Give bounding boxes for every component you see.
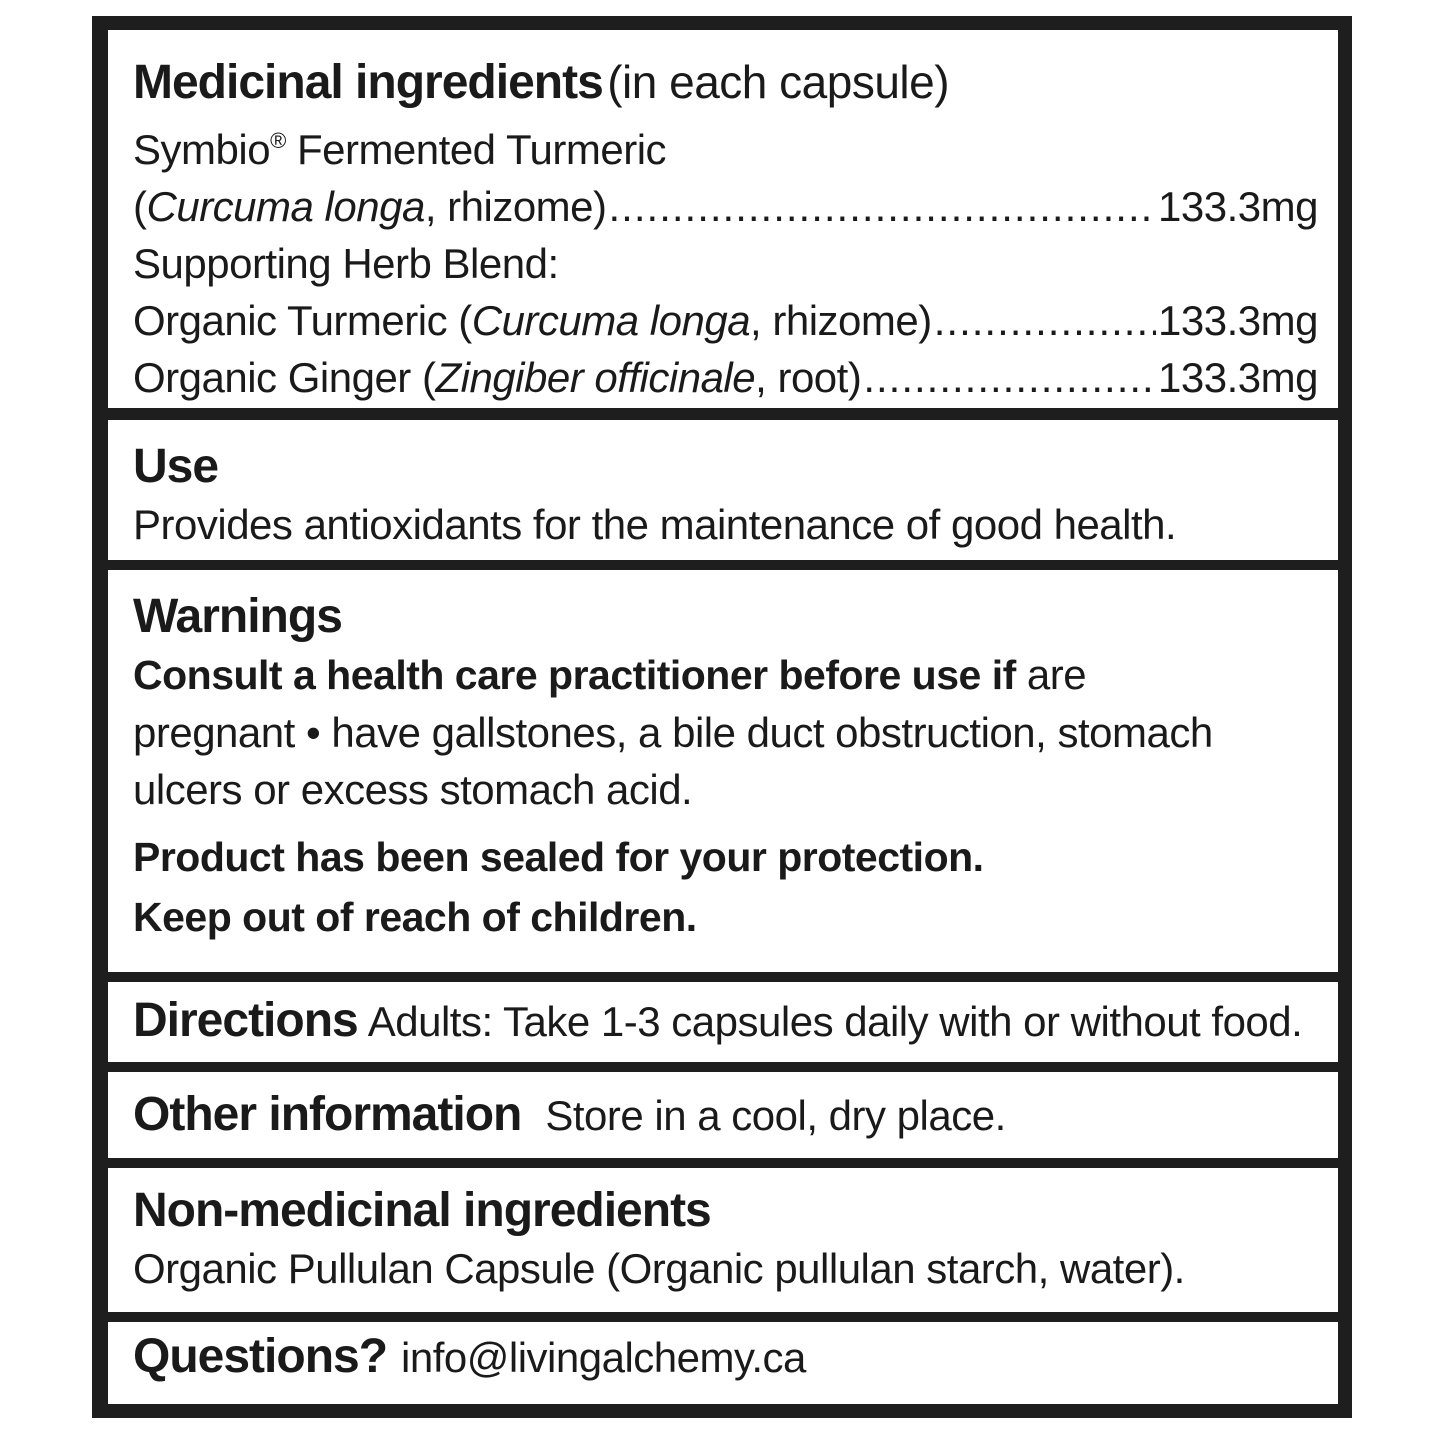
warnings-heading: Warnings — [133, 590, 342, 643]
ingredient-desc: Organic Ginger (Zingiber officinale, root) — [133, 354, 862, 401]
use-panel — [108, 420, 1338, 560]
ingredient-amount: 133.3mg — [1158, 183, 1318, 230]
non-medicinal-heading: Non-medicinal ingredients — [133, 1184, 711, 1237]
directions-heading: Directions — [133, 994, 358, 1047]
ingredient-row-symbio — [133, 178, 1318, 235]
other-info-text: Store in a cool, dry place. — [545, 1092, 1006, 1139]
directions-text: Adults: Take 1-3 capsules daily with or without food. — [367, 998, 1303, 1045]
medicinal-heading: Medicinal ingredients — [133, 56, 603, 109]
symbio-ingredient-name: Symbio® Fermented Turmeric — [133, 126, 667, 173]
non-medicinal-panel — [108, 1168, 1338, 1312]
ingredient-amount: 133.3mg — [1158, 354, 1318, 401]
dot-leader — [863, 349, 1156, 406]
dot-leader — [609, 178, 1157, 235]
sealed-notice: Product has been sealed for your protection. — [133, 834, 984, 880]
non-medicinal-text: Organic Pullulan Capsule (Organic pullulan starch, water). — [133, 1245, 1185, 1292]
use-heading: Use — [133, 440, 219, 493]
keep-out-notice: Keep out of reach of children. — [133, 894, 697, 940]
questions-row — [133, 1328, 1318, 1387]
contact-email-link[interactable]: info@livingalchemy.ca — [401, 1334, 806, 1381]
warnings-panel — [108, 570, 1338, 972]
ingredient-desc: (Curcuma longa, rhizome) — [133, 183, 607, 230]
warnings-consult-line: Consult a health care practitioner before use if are — [133, 651, 1087, 698]
questions-heading: Questions? — [133, 1330, 388, 1383]
questions-panel — [108, 1322, 1338, 1404]
other-info-panel — [108, 1072, 1338, 1158]
other-info-heading: Other information — [133, 1088, 522, 1141]
ingredient-amount: 133.3mg — [1158, 297, 1318, 344]
medicinal-heading-suffix: (in each capsule) — [607, 56, 950, 108]
ingredient-row-ginger — [133, 349, 1318, 406]
herb-blend-label: Supporting Herb Blend: — [133, 240, 559, 287]
use-text: Provides antioxidants for the maintenance of good health. — [133, 501, 1177, 548]
dot-leader — [934, 292, 1156, 349]
medicinal-ingredients-panel — [108, 30, 1338, 408]
ingredient-row-turmeric — [133, 292, 1318, 349]
registered-mark: ® — [270, 128, 286, 153]
ingredient-desc: Organic Turmeric (Curcuma longa, rhizome) — [133, 297, 932, 344]
medicinal-heading-line — [133, 54, 1318, 112]
other-info-row — [133, 1086, 1318, 1145]
warnings-line-3: ulcers or excess stomach acid. — [133, 766, 693, 813]
directions-row — [133, 992, 1318, 1051]
warnings-line-2: pregnant • have gallstones, a bile duct obstruction, stomach — [133, 709, 1213, 756]
directions-panel — [108, 982, 1338, 1062]
